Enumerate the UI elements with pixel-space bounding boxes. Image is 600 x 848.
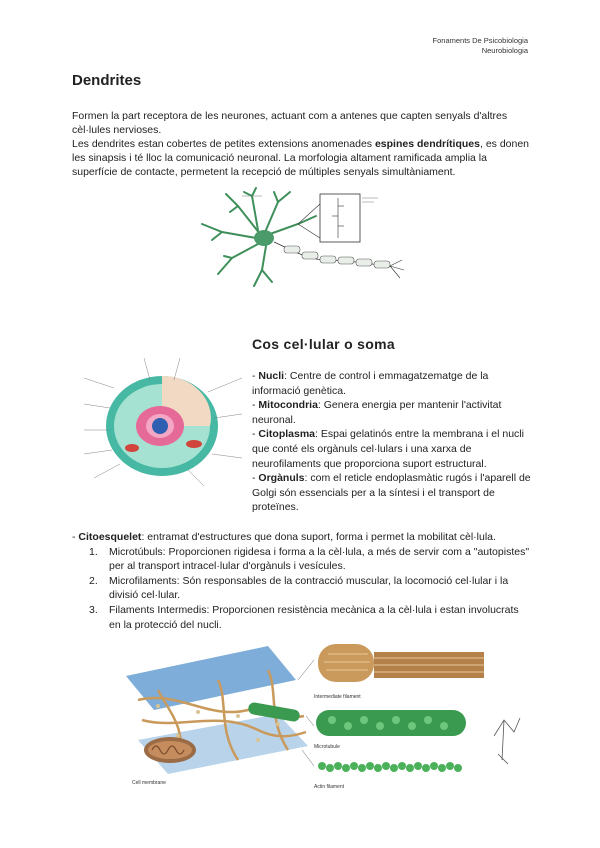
list-number: 1. bbox=[89, 545, 98, 558]
label-actin: Actin filament bbox=[314, 784, 345, 790]
section-title-dendrites: Dendrites bbox=[72, 72, 142, 89]
soma-item-organuls: - Orgànuls: com el reticle endoplasmàtic rugós i l'aparell de Golgi són essencials per a la síntesi i el transport de proteïnes. bbox=[252, 472, 531, 514]
definition: : com el reticle endoplasmàtic rugós i l'aparell de Golgi són essencials per a la síntesi i el transport de proteïnes. bbox=[252, 472, 531, 514]
term: Citoesquelet bbox=[78, 531, 142, 543]
citoesquelet-list bbox=[72, 545, 532, 633]
header-topic: Neurobiologia bbox=[481, 46, 528, 55]
term: Nucli bbox=[258, 370, 285, 382]
list-number: 2. bbox=[89, 574, 98, 587]
header-course: Fonaments De Psicobiologia bbox=[432, 36, 528, 45]
citoesquelet-intro: - Citoesquelet: entramat d'estructures que dona suport, forma i permet la mobilitat cèl·lula. bbox=[72, 531, 496, 543]
definition: : Espai gelatinós entre la membrana i el nucli que conté els orgànuls cel·lulars i una xarxa de neurofilaments que proporciona suport estructural. bbox=[252, 428, 524, 470]
list-item bbox=[72, 574, 532, 603]
soma-list bbox=[252, 369, 532, 515]
list-item bbox=[72, 545, 532, 574]
definition: : entramat d'estructures que dona suport, forma i permet la mobilitat cèl·lula. bbox=[141, 531, 496, 543]
cell-illustration bbox=[84, 358, 242, 496]
cytoskeleton-illustration bbox=[118, 640, 530, 792]
text-span: Les dendrites estan cobertes de petites extensions anomenades bbox=[72, 138, 375, 150]
text-span: , es donen les sinapsis i té lloc la comunicació neuronal. La morfologia altament ramificada amplia la superfície de contacte, permetent la recepció de múltiples senyals simultàniament. bbox=[72, 138, 530, 178]
dendrites-paragraph-1: Formen la part receptora de les neurones, actuant com a antenes que capten senyals d'altres cèl·lules nervioses. bbox=[72, 110, 508, 136]
neuron-illustration bbox=[178, 186, 410, 292]
soma-item-mitocondria: - Mitocondria: Genera energia per mantenir l'activitat neuronal. bbox=[252, 399, 502, 426]
section-title-soma: Cos cel·lular o soma bbox=[252, 336, 395, 352]
term: Citoplasma bbox=[258, 428, 316, 441]
dendrites-paragraph-2 bbox=[72, 137, 530, 179]
soma-item-citoplasma: - Citoplasma: Espai gelatinós entre la membrana i el nucli que conté els orgànuls cel·lulars i una xarxa de neurofilaments que proporciona suport estructural. bbox=[252, 428, 524, 470]
label-membrane: Cell membrane bbox=[132, 780, 166, 786]
label-intermediate: Intermediate filament bbox=[314, 694, 361, 700]
definition: : Genera energia per mantenir l'activitat neuronal. bbox=[252, 399, 502, 426]
list-text: Microtúbuls: Proporcionen rigidesa i forma a la cèl·lula, a més de servir com a "autopistes" per al transport intracel·lular d'orgànuls i vesícules. bbox=[109, 545, 530, 573]
list-text: Microfilaments: Són responsables de la contracció muscular, la locomoció cel·lular i la divisió cel·lular. bbox=[109, 574, 509, 602]
list-text: Filaments Intermedis: Proporcionen resistència mecànica a la cèl·lula i estan involucrats en la protecció del nucli. bbox=[109, 603, 519, 631]
definition: : Centre de control i emmagatzematge de la informació genètica. bbox=[252, 370, 489, 397]
list-item bbox=[72, 603, 532, 632]
page-header bbox=[433, 36, 528, 56]
label-microtubule: Microtubule bbox=[314, 744, 340, 750]
bold-term: espines dendrítiques bbox=[374, 138, 480, 150]
citoesquelet-section bbox=[72, 530, 532, 632]
soma-item-nucli: - Nucli: Centre de control i emmagatzematge de la informació genètica. bbox=[252, 370, 489, 397]
term: Orgànuls bbox=[258, 472, 305, 485]
term: Mitocondria bbox=[258, 399, 318, 412]
list-number: 3. bbox=[89, 603, 98, 616]
